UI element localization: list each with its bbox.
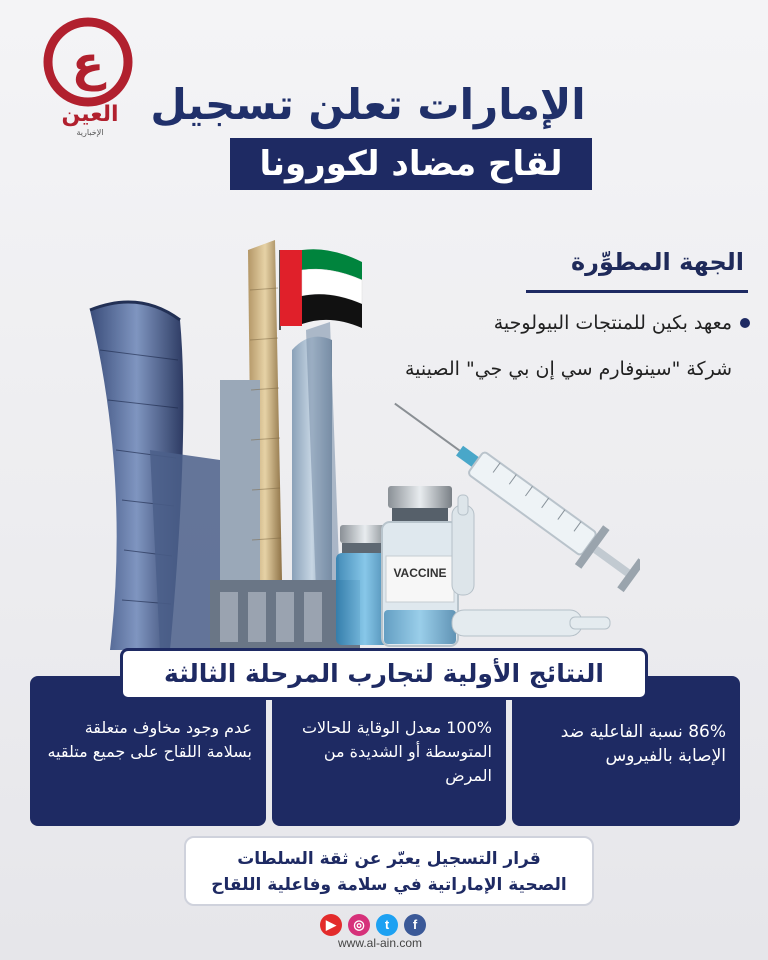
results-title: النتائج الأولية لتجارب المرحلة الثالثة bbox=[120, 648, 648, 700]
vaccine-scene-illustration bbox=[70, 230, 640, 650]
title-line2: لقاح مضاد لكورونا bbox=[259, 144, 563, 184]
bullet-icon bbox=[740, 318, 750, 328]
title-line1: الإمارات تعلن تسجيل bbox=[150, 80, 586, 129]
facebook-icon[interactable]: f bbox=[404, 914, 426, 936]
developer-item: شركة "سينوفارم سي إن بي جي" الصينية bbox=[405, 358, 732, 380]
developer-item: معهد بكين للمنتجات البيولوجية bbox=[493, 312, 732, 334]
developer-title: الجهة المطوِّرة bbox=[570, 248, 744, 276]
decision-box bbox=[184, 836, 594, 906]
vaccine-label: VACCINE bbox=[393, 566, 447, 580]
developer-underline bbox=[526, 290, 748, 293]
youtube-icon[interactable]: ▶ bbox=[320, 914, 342, 936]
decision-line1: قرار التسجيل يعبّر عن ثقة السلطات bbox=[237, 849, 541, 869]
decision-line2: الصحية الإماراتية في سلامة وفاعلية اللقاح bbox=[211, 875, 567, 895]
gold-tower bbox=[220, 240, 282, 590]
svg-text:ع: ع bbox=[71, 36, 105, 92]
result-card-text: 100% معدل الوقاية للحالات المتوسطة أو الشديدة من المرض bbox=[301, 718, 492, 785]
site-url[interactable]: www.al-ain.com bbox=[337, 936, 423, 950]
uae-flag-icon bbox=[280, 249, 362, 330]
instagram-icon[interactable]: ◎ bbox=[348, 914, 370, 936]
brand-name: العين bbox=[61, 102, 119, 127]
result-card-text: 86% نسبة الفاعلية ضد الإصابة بالفيروس bbox=[560, 722, 726, 766]
brand-sub: الإخبارية bbox=[76, 128, 104, 137]
twitter-icon[interactable]: t bbox=[376, 914, 398, 936]
result-card-text: عدم وجود مخاوف متعلقة بسلامة اللقاح على جميع متلقيه bbox=[47, 718, 252, 761]
